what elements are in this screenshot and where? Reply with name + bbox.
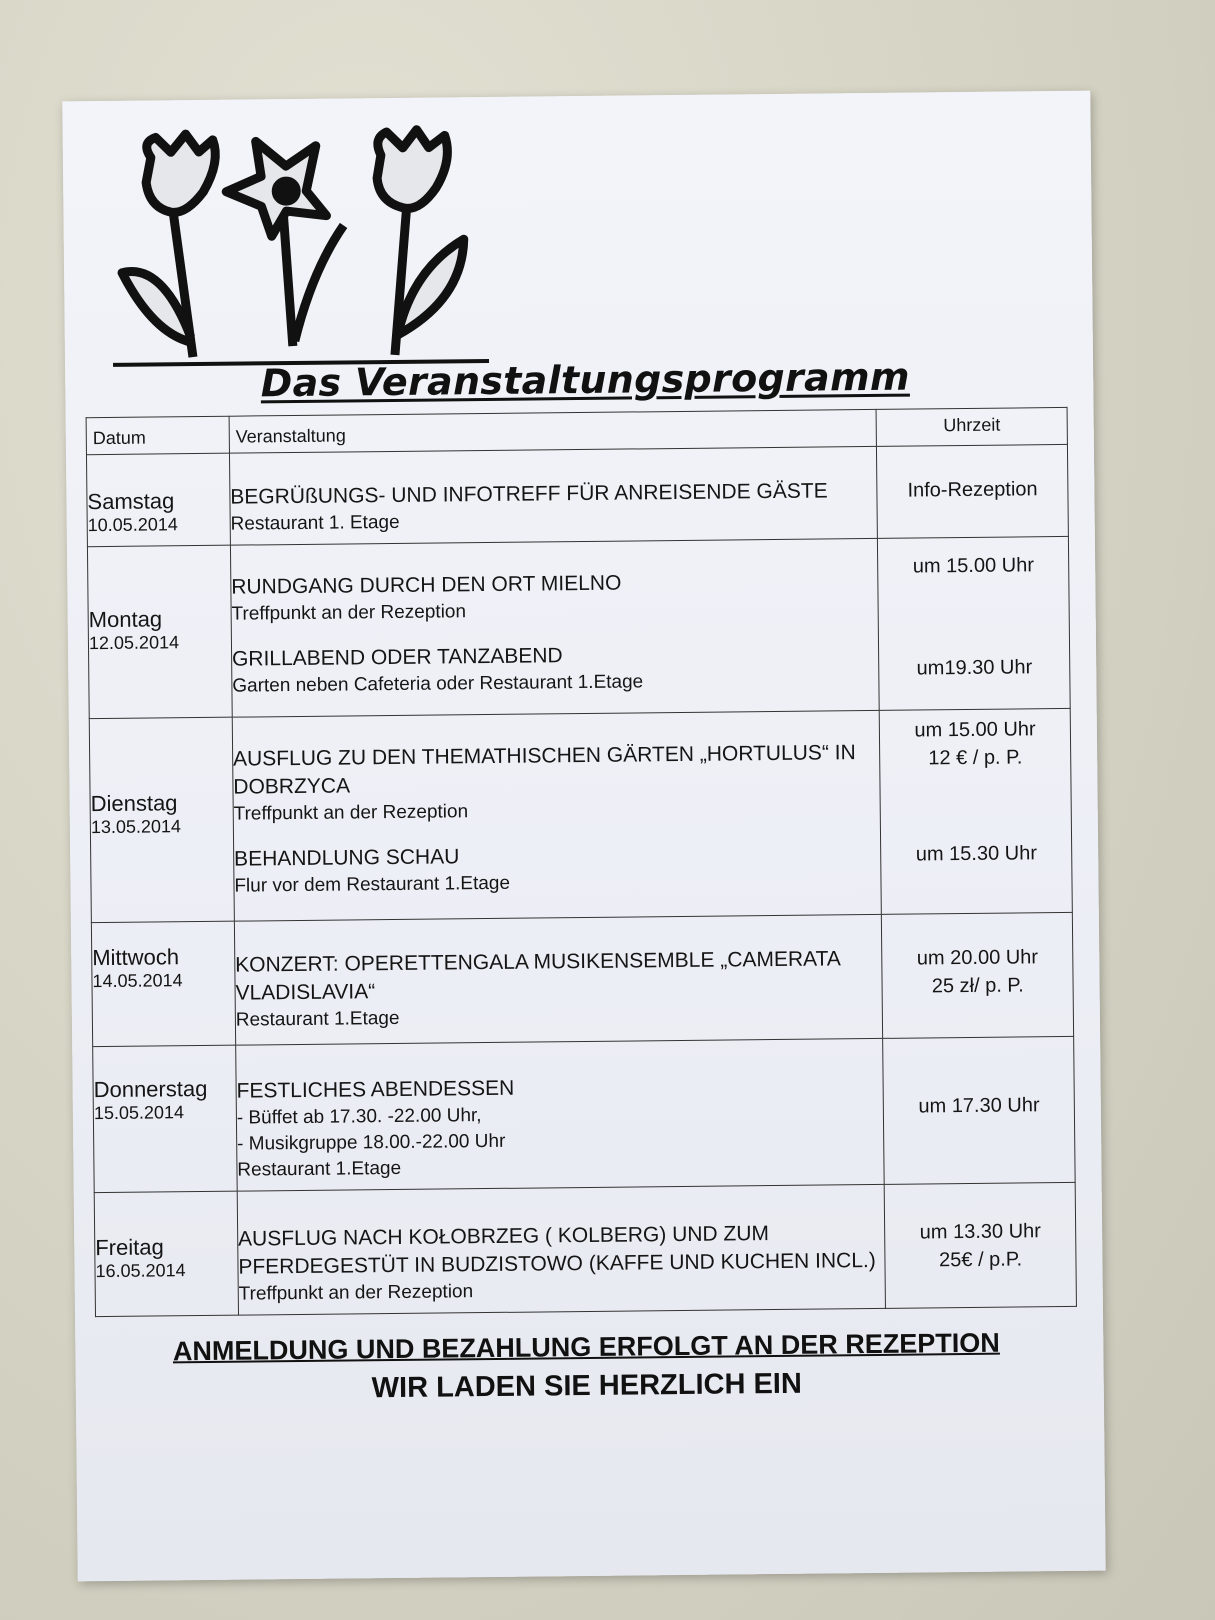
- table-row: [89, 708, 1072, 922]
- weekday: Freitag: [95, 1234, 164, 1261]
- event-title: KONZERT: OPERETTENGALA MUSIKENSEMBLE „CAMERATA VLADISLAVIA“: [235, 947, 840, 1005]
- weekday: Donnerstag: [93, 1075, 208, 1103]
- event-title: AUSFLUG NACH KOŁOBRZEG ( KOLBERG) UND ZUM PFERDEGESTÜT IN BUDZISTOWO (KAFFE UND KUCHEN INCL.): [237, 1222, 876, 1279]
- time-text: Info-Rezeption: [907, 478, 1038, 502]
- date: 13.05.2014: [90, 816, 182, 838]
- event-cell: [234, 914, 883, 1045]
- date-cell: [89, 717, 234, 922]
- registration-note: ANMELDUNG UND BEZAHLUNG ERFOLGT AN DER REZEPTION: [172, 1327, 1000, 1367]
- date: 12.05.2014: [88, 632, 180, 654]
- time-text: um 17.30 Uhr: [918, 1094, 1040, 1118]
- date: 14.05.2014: [92, 970, 183, 992]
- tulip-flower-icon: [121, 134, 218, 358]
- time-text: um 15.00 Uhr: [912, 554, 1035, 578]
- price-text: 25€ / p.P.: [938, 1248, 1023, 1272]
- event-detail: Garten neben Cafeteria oder Restaurant 1.Etage: [232, 671, 644, 697]
- daffodil-flower-icon: [226, 140, 345, 346]
- page-title: Das Veranstaltungsprogramm: [260, 354, 910, 406]
- event-detail: Restaurant 1. Etage: [230, 511, 400, 535]
- event-detail: - Musikgruppe 18.00.-22.00 Uhr: [236, 1130, 506, 1155]
- time-cell: [878, 536, 1070, 710]
- weekday: Montag: [88, 606, 163, 633]
- invitation-note: WIR LADEN SIE HERZLICH EIN: [371, 1367, 802, 1405]
- time-cell: [882, 912, 1074, 1038]
- event-title: BEHANDLUNG SCHAU: [233, 845, 460, 871]
- header-date: Datum: [86, 416, 229, 454]
- event-cell: [230, 538, 879, 717]
- event-cell: [236, 1038, 885, 1191]
- event-detail: Treffpunkt an der Rezeption: [238, 1281, 474, 1305]
- table-row: [86, 444, 1068, 546]
- event-detail: Restaurant 1.Etage: [237, 1157, 402, 1181]
- date-cell: [93, 1045, 237, 1192]
- weekday: Mittwoch: [92, 944, 180, 971]
- date: 10.05.2014: [87, 514, 178, 536]
- time-cell: [880, 708, 1073, 914]
- table-row: [87, 536, 1070, 718]
- date-cell: [87, 545, 232, 718]
- date: 15.05.2014: [93, 1102, 185, 1124]
- date-cell: [86, 453, 230, 546]
- event-detail: Treffpunkt an der Rezeption: [231, 601, 467, 625]
- flower-clipart: [111, 119, 489, 363]
- event-cell: [237, 1184, 886, 1315]
- event-detail: Treffpunkt an der Rezeption: [233, 801, 469, 825]
- time-text: um 20.00 Uhr: [916, 946, 1039, 970]
- date-cell: [94, 1191, 238, 1316]
- event-cell: [232, 710, 882, 921]
- event-detail: Restaurant 1.Etage: [235, 1007, 400, 1031]
- time-cell: [883, 1036, 1075, 1184]
- price-text: 12 € / p. P.: [928, 746, 1023, 770]
- table-row: [94, 1182, 1076, 1316]
- weekday: Dienstag: [90, 790, 178, 817]
- time-text: um 13.30 Uhr: [919, 1220, 1042, 1244]
- header-time: Uhrzeit: [876, 407, 1067, 446]
- event-title: AUSFLUG ZU DEN THEMATHISCHEN GÄRTEN „HORTULUS“ IN DOBRZYCA: [232, 741, 856, 799]
- event-title: RUNDGANG DURCH DEN ORT MIELNO: [231, 571, 622, 599]
- program-sheet: [62, 91, 1105, 1582]
- time-cell: [877, 444, 1069, 538]
- event-detail: - Büffet ab 17.30. -22.00 Uhr,: [236, 1105, 482, 1129]
- date-cell: [91, 921, 235, 1046]
- footer-notice: [95, 1323, 1078, 1411]
- time-text: um 15.30 Uhr: [915, 842, 1038, 866]
- date: 16.05.2014: [95, 1260, 186, 1282]
- event-title: FESTLICHES ABENDESSEN: [236, 1076, 515, 1103]
- weekday: Samstag: [87, 488, 175, 515]
- time-text: um19.30 Uhr: [916, 656, 1033, 680]
- time-text: um 15.00 Uhr: [914, 718, 1036, 742]
- table-row: [91, 912, 1073, 1046]
- time-cell: [884, 1182, 1076, 1308]
- program-table: [86, 407, 1077, 1317]
- event-cell: [229, 446, 877, 545]
- event-detail: Flur vor dem Restaurant 1.Etage: [234, 872, 511, 897]
- event-title: BEGRÜßUNGS- UND INFOTREFF FÜR ANREISENDE GÄSTE: [230, 479, 828, 509]
- header-event: Veranstaltung: [229, 409, 877, 453]
- price-text: 25 zł/ p. P.: [931, 974, 1024, 998]
- tulip-flower-icon: [377, 129, 465, 355]
- table-row: [93, 1036, 1075, 1192]
- event-title: GRILLABEND ODER TANZABEND: [231, 644, 563, 671]
